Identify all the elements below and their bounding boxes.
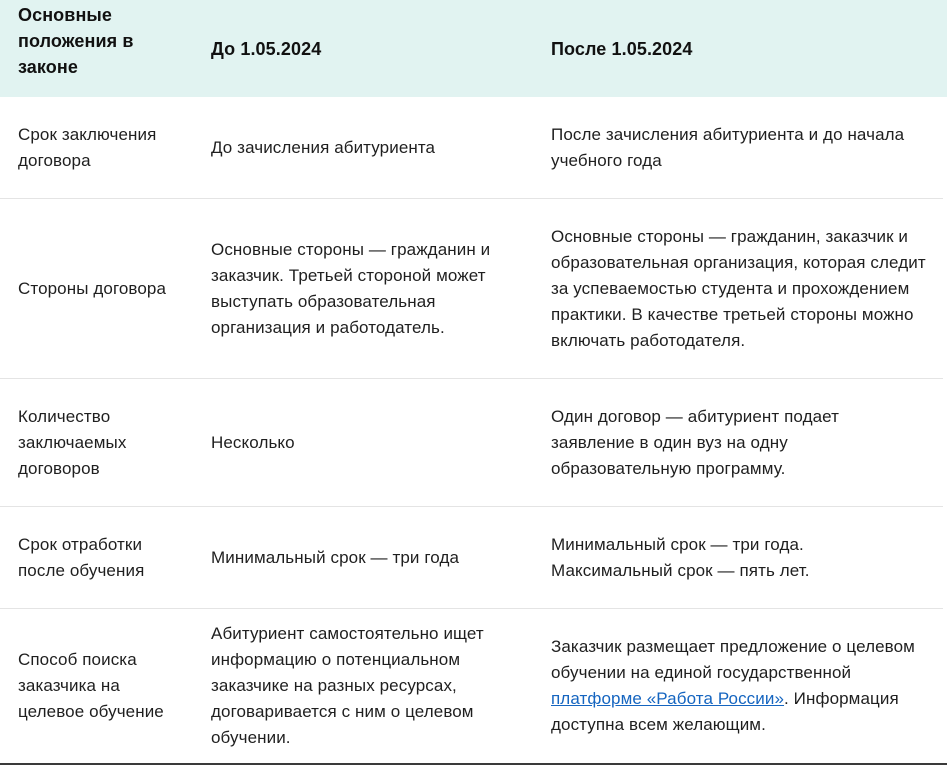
- header-cell-provisions: [18, 0, 178, 80]
- before-cell: [211, 609, 511, 763]
- before-text: Несколько: [211, 432, 295, 452]
- before-text: Минимальный срок — три года: [211, 547, 460, 567]
- before-cell: [211, 199, 511, 378]
- before-cell: [211, 97, 516, 198]
- after-text: Минимальный срок — три года. Максимальный срок — пять лет.: [551, 534, 810, 580]
- table-row: [0, 609, 943, 763]
- table-row: [0, 507, 943, 609]
- table-row: [0, 199, 943, 379]
- table-row: [0, 379, 943, 507]
- after-cell: [551, 97, 941, 198]
- before-text: Абитуриент самостоятельно ищет информацию о потенциальном заказчике на разных ресурсах, договаривается с ним о целевом обучении.: [211, 624, 484, 747]
- row-label-text: Срок заключения договора: [18, 124, 157, 170]
- before-cell: [211, 507, 516, 608]
- after-text: После зачисления абитуриента и до начала учебного года: [551, 124, 905, 170]
- row-label-text: Количество заключаемых договоров: [18, 406, 127, 478]
- before-text: До зачисления абитуриента: [211, 137, 436, 157]
- after-cell: [551, 609, 941, 763]
- row-label-text: Срок отработки после обучения: [18, 534, 145, 580]
- header-label-before: До 1.05.2024: [211, 38, 322, 59]
- header-cell-after: [551, 0, 941, 97]
- after-text: Один договор — абитуриент подает заявление в один вуз на одну образовательную программу.: [551, 406, 840, 478]
- header-cell-before: [211, 0, 516, 97]
- after-cell: [551, 507, 836, 608]
- row-label: [18, 379, 148, 506]
- table-header: [0, 0, 947, 97]
- after-cell: [551, 199, 936, 378]
- row-label: [18, 507, 168, 608]
- rabota-rossii-link[interactable]: платформе «Работа России»: [551, 689, 785, 708]
- row-label-text: Способ поиска заказчика на целевое обучение: [18, 650, 164, 721]
- row-label: [18, 97, 188, 198]
- after-text: Основные стороны — гражданин, заказчик и образовательная организация, которая следит за успеваемостью студента и прохождением практики. В качестве третьей стороны можно включать работодателя.: [551, 226, 926, 350]
- row-label: [18, 199, 188, 378]
- after-text-block: [551, 634, 941, 738]
- before-cell: [211, 379, 516, 506]
- after-text: Заказчик размещает предложение о целевом обучении на единой государственной: [551, 637, 915, 682]
- row-label-text: Стороны договора: [18, 278, 167, 298]
- before-text: Основные стороны — гражданин и заказчик. Третьей стороной может выступать образовательная организация и работодатель.: [211, 239, 491, 337]
- header-label-provisions: Основные положения в законе: [18, 5, 134, 77]
- after-text-end: . Информация доступна всем желающим.: [551, 689, 899, 734]
- table-row: [0, 97, 943, 199]
- after-cell: [551, 379, 861, 506]
- row-label: [18, 609, 178, 763]
- header-label-after: После 1.05.2024: [551, 38, 693, 59]
